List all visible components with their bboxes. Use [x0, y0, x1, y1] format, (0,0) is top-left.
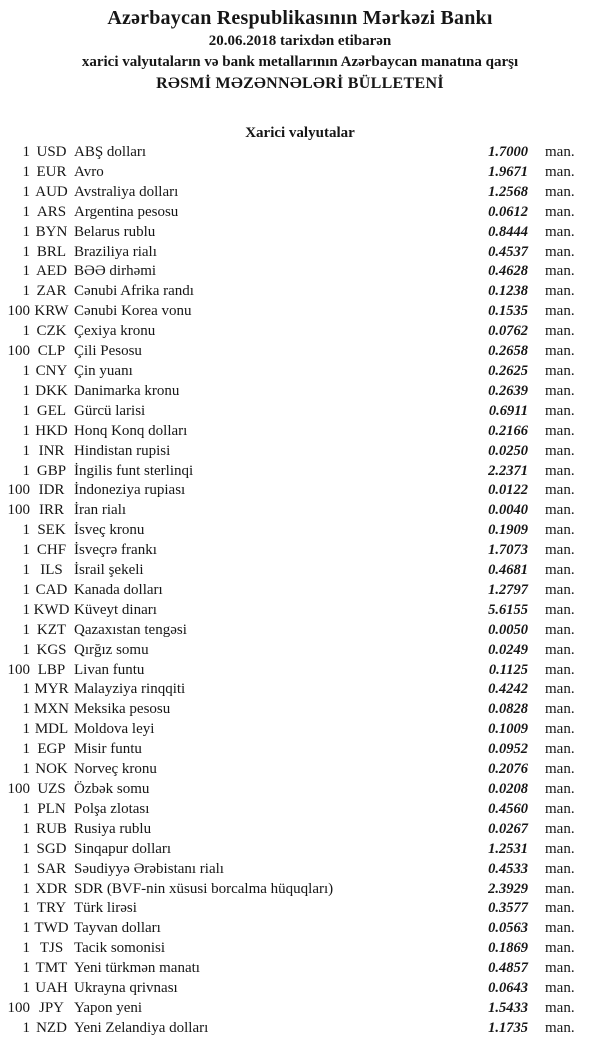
unit-cell: man. [545, 781, 575, 797]
unit-cell: man. [545, 621, 575, 638]
quantity-cell: 1 [22, 581, 30, 598]
rate-row [0, 979, 600, 999]
currency-code-cell: NOK [35, 761, 68, 778]
rate-row [0, 899, 600, 919]
rate-value-cell: 0.2625 [488, 362, 528, 379]
unit-cell: man. [545, 522, 575, 539]
rate-row [0, 382, 600, 402]
rate-row [0, 541, 600, 561]
quantity-cell: 1 [22, 323, 30, 340]
unit-cell: man. [545, 601, 575, 618]
rate-value-cell: 0.2166 [488, 422, 528, 439]
quantity-cell: 1 [22, 263, 30, 280]
unit-cell: man. [545, 681, 575, 698]
rate-row [0, 641, 600, 661]
unit-cell: man. [545, 422, 575, 439]
rate-value-cell: 0.4533 [488, 860, 528, 877]
rate-value-cell: 0.1125 [488, 661, 528, 678]
rate-value-cell: 0.0612 [488, 203, 528, 220]
rate-row [0, 402, 600, 422]
currency-name-cell: Çin yuanı [74, 362, 133, 379]
currency-code-cell: TWD [34, 920, 69, 937]
rate-row [0, 939, 600, 959]
rate-value-cell: 0.0828 [488, 701, 528, 718]
rate-row [0, 462, 600, 482]
currency-name-cell: Səudiyyə Ərəbistanı rialı [74, 860, 224, 877]
rate-row [0, 561, 600, 581]
currency-name-cell: Gürcü larisi [74, 402, 146, 419]
bank-name-title: Azərbaycan Respublikasının Mərkəzi Bankı [107, 7, 493, 29]
rate-row [0, 621, 600, 641]
unit-cell: man. [545, 343, 575, 360]
currency-code-cell: ARS [36, 203, 67, 220]
quantity-cell: 1 [22, 243, 30, 260]
rate-value-cell: 0.0563 [488, 920, 528, 937]
unit-cell: man. [545, 183, 575, 200]
rate-row [0, 163, 600, 183]
quantity-cell: 100 [7, 781, 30, 797]
currency-name-cell: Misir funtu [74, 741, 142, 758]
rate-value-cell: 0.0040 [488, 502, 528, 519]
unit-cell: man. [545, 502, 575, 519]
quantity-cell: 1 [22, 562, 30, 579]
currency-name-cell: ABŞ dolları [74, 144, 147, 160]
currency-name-cell: Küveyt dinarı [74, 601, 157, 618]
effective-date-line: 20.06.2018 tarixdən etibarən [208, 33, 392, 49]
unit-cell: man. [545, 323, 575, 340]
rate-value-cell: 0.0122 [488, 482, 528, 499]
currency-name-cell: Sinqapur dolları [74, 840, 172, 857]
rate-row [0, 223, 600, 243]
quantity-cell: 1 [22, 621, 30, 638]
currency-name-cell: Hindistan rupisi [74, 442, 171, 459]
currency-name-cell: Braziliya rialı [74, 243, 157, 260]
rate-value-cell: 0.1909 [488, 522, 528, 539]
currency-name-cell: İsveçrə frankı [74, 542, 157, 559]
currency-code-cell: USD [36, 144, 67, 160]
currency-code-cell: CAD [35, 581, 68, 598]
rate-value-cell: 0.4681 [488, 562, 528, 579]
quantity-cell: 1 [22, 203, 30, 220]
currency-name-cell: Argentina pesosu [74, 203, 179, 220]
unit-cell: man. [545, 263, 575, 280]
rate-value-cell: 0.8444 [488, 223, 528, 240]
rate-row [0, 601, 600, 621]
rate-value-cell: 0.1238 [488, 283, 528, 300]
currency-code-cell: NZD [36, 1019, 67, 1036]
currency-name-cell: Qazaxıstan tengəsi [74, 621, 187, 638]
quantity-cell: 1 [22, 283, 30, 300]
unit-cell: man. [545, 482, 575, 499]
quantity-cell: 1 [22, 402, 30, 419]
rate-row [0, 840, 600, 860]
quantity-cell: 1 [22, 920, 30, 937]
rate-row [0, 183, 600, 203]
subject-line: xarici valyutaların və bank metallarının Azərbaycan manatına qarşı [81, 54, 519, 70]
currency-code-cell: RUB [36, 820, 67, 837]
rate-value-cell: 0.0208 [488, 781, 528, 797]
currency-code-cell: GBP [36, 462, 67, 479]
quantity-cell: 100 [7, 999, 30, 1016]
currency-name-cell: İsveç kronu [74, 522, 145, 539]
unit-cell: man. [545, 940, 575, 957]
quantity-cell: 1 [22, 462, 30, 479]
currency-code-cell: KGS [36, 641, 67, 658]
rate-row [0, 780, 600, 800]
quantity-cell: 1 [22, 522, 30, 539]
currency-code-cell: IDR [38, 482, 65, 499]
rate-value-cell: 0.4628 [488, 263, 528, 280]
quantity-cell: 1 [22, 442, 30, 459]
currency-name-cell: Polşa zlotası [74, 800, 150, 817]
unit-cell: man. [545, 999, 575, 1016]
rate-value-cell: 1.2797 [488, 581, 528, 598]
rate-value-cell: 0.4857 [488, 960, 528, 977]
unit-cell: man. [545, 960, 575, 977]
currency-code-cell: TJS [39, 940, 64, 957]
rate-value-cell: 0.0267 [488, 820, 528, 837]
currency-name-cell: Moldova leyi [74, 721, 155, 738]
unit-cell: man. [545, 144, 575, 160]
rate-value-cell: 1.5433 [488, 999, 528, 1016]
currency-code-cell: CNY [35, 362, 68, 379]
unit-cell: man. [545, 860, 575, 877]
currency-name-cell: Çexiya kronu [74, 323, 156, 340]
quantity-cell: 1 [22, 820, 30, 837]
currency-code-cell: TMT [35, 960, 68, 977]
quantity-cell: 1 [22, 880, 30, 897]
quantity-cell: 1 [22, 183, 30, 200]
currency-name-cell: Meksika pesosu [74, 701, 171, 718]
quantity-cell: 1 [22, 382, 30, 399]
currency-code-cell: SGD [36, 840, 67, 857]
rate-row [0, 1019, 600, 1039]
currency-code-cell: GEL [36, 402, 67, 419]
rate-row [0, 680, 600, 700]
rate-value-cell: 5.6155 [488, 601, 528, 618]
currency-name-cell: Avstraliya dolları [74, 183, 179, 200]
rate-row [0, 262, 600, 282]
rate-row [0, 521, 600, 541]
rate-row [0, 362, 600, 382]
quantity-cell: 1 [22, 940, 30, 957]
rate-value-cell: 0.0952 [488, 741, 528, 758]
currency-name-cell: İndoneziya rupiası [74, 482, 186, 499]
currency-name-cell: Belarus rublu [74, 223, 156, 240]
unit-cell: man. [545, 761, 575, 778]
currency-code-cell: ILS [40, 562, 63, 579]
unit-cell: man. [545, 721, 575, 738]
rate-value-cell: 1.7073 [488, 542, 528, 559]
currency-name-cell: Kanada dolları [74, 581, 163, 598]
unit-cell: man. [545, 1019, 575, 1036]
rate-row [0, 959, 600, 979]
rate-value-cell: 0.2658 [488, 343, 528, 360]
rate-row [0, 581, 600, 601]
rate-row [0, 481, 600, 501]
currency-name-cell: Avro [74, 163, 104, 180]
currency-code-cell: EUR [36, 163, 67, 180]
rates-table [0, 143, 600, 1039]
unit-cell: man. [545, 402, 575, 419]
currency-code-cell: EGP [37, 741, 66, 758]
rate-row [0, 880, 600, 900]
document-header [0, 0, 600, 95]
currency-code-cell: MXN [33, 701, 69, 718]
currency-name-cell: Cənubi Afrika randı [74, 283, 194, 300]
currency-name-cell: Rusiya rublu [74, 820, 152, 837]
rate-value-cell: 1.2531 [488, 840, 528, 857]
rate-row [0, 999, 600, 1019]
quantity-cell: 1 [22, 860, 30, 877]
quantity-cell: 1 [22, 681, 30, 698]
currency-code-cell: CZK [36, 323, 67, 340]
rate-value-cell: 2.2371 [488, 462, 528, 479]
currency-code-cell: PLN [37, 800, 66, 817]
currency-name-cell: Malayziya rinqqiti [74, 681, 186, 698]
unit-cell: man. [545, 243, 575, 260]
currency-name-cell: Danimarka kronu [74, 382, 180, 399]
currency-code-cell: HKD [35, 422, 68, 439]
unit-cell: man. [545, 641, 575, 658]
quantity-cell: 1 [22, 761, 30, 778]
unit-cell: man. [545, 163, 575, 180]
rate-row [0, 243, 600, 263]
currency-code-cell: TRY [36, 900, 67, 917]
currency-code-cell: ZAR [36, 283, 67, 300]
currency-name-cell: Ukrayna qrivnası [74, 980, 178, 997]
currency-code-cell: UZS [37, 781, 66, 797]
rate-value-cell: 0.1009 [488, 721, 528, 738]
currency-name-cell: Yapon yeni [74, 999, 143, 1016]
rate-value-cell: 1.2568 [488, 183, 528, 200]
bulletin-title: RƏSMİ MƏZƏNNƏLƏRİ BÜLLETENİ [156, 75, 444, 92]
quantity-cell: 1 [22, 840, 30, 857]
quantity-cell: 1 [22, 163, 30, 180]
unit-cell: man. [545, 362, 575, 379]
currency-code-cell: KZT [36, 621, 67, 638]
currency-code-cell: IRR [38, 502, 64, 519]
currency-name-cell: Cənubi Korea vonu [74, 303, 192, 320]
quantity-cell: 1 [22, 641, 30, 658]
unit-cell: man. [545, 661, 575, 678]
rate-row [0, 820, 600, 840]
currency-code-cell: JPY [38, 999, 64, 1016]
currency-name-cell: Tacik somonisi [74, 940, 166, 957]
currency-name-cell: SDR (BVF-nin xüsusi borcalma hüquqları) [74, 880, 334, 897]
unit-cell: man. [545, 223, 575, 240]
quantity-cell: 1 [22, 741, 30, 758]
unit-cell: man. [545, 581, 575, 598]
rate-value-cell: 0.0249 [488, 641, 528, 658]
rate-value-cell: 0.6911 [488, 402, 528, 419]
currency-code-cell: MYR [34, 681, 69, 698]
currency-code-cell: LBP [37, 661, 66, 678]
rate-value-cell: 0.0762 [488, 323, 528, 340]
currency-code-cell: KWD [33, 601, 70, 618]
quantity-cell: 1 [22, 1019, 30, 1036]
currency-code-cell: XDR [35, 880, 68, 897]
quantity-cell: 1 [22, 144, 30, 160]
currency-name-cell: Yeni türkmən manatı [74, 960, 200, 977]
currency-name-cell: Özbək somu [74, 781, 150, 797]
currency-name-cell: Çili Pesosu [74, 343, 142, 360]
currency-code-cell: UAH [35, 980, 68, 997]
rate-value-cell: 0.0250 [488, 442, 528, 459]
rate-row [0, 143, 600, 163]
rate-row [0, 302, 600, 322]
unit-cell: man. [545, 880, 575, 897]
unit-cell: man. [545, 462, 575, 479]
quantity-cell: 1 [22, 223, 30, 240]
rate-row [0, 860, 600, 880]
currency-name-cell: Tayvan dolları [74, 920, 161, 937]
rate-row [0, 322, 600, 342]
unit-cell: man. [545, 840, 575, 857]
rate-row [0, 203, 600, 223]
unit-cell: man. [545, 303, 575, 320]
quantity-cell: 100 [7, 661, 30, 678]
quantity-cell: 100 [7, 303, 30, 320]
rate-row [0, 501, 600, 521]
rate-value-cell: 0.4242 [488, 681, 528, 698]
currency-name-cell: Honq Konq dolları [74, 422, 188, 439]
unit-cell: man. [545, 562, 575, 579]
unit-cell: man. [545, 382, 575, 399]
rate-value-cell: 1.7000 [488, 144, 528, 160]
quantity-cell: 1 [22, 980, 30, 997]
rate-row [0, 282, 600, 302]
quantity-cell: 1 [22, 601, 30, 618]
rate-row [0, 422, 600, 442]
unit-cell: man. [545, 542, 575, 559]
quantity-cell: 100 [7, 502, 30, 519]
currency-code-cell: BRL [36, 243, 67, 260]
currency-name-cell: Norveç kronu [74, 761, 157, 778]
currency-code-cell: INR [38, 442, 65, 459]
unit-cell: man. [545, 442, 575, 459]
currency-name-cell: İngilis funt sterlinqi [74, 462, 194, 479]
currency-name-cell: Yeni Zelandiya dolları [74, 1019, 209, 1036]
rate-row [0, 700, 600, 720]
currency-name-cell: Türk lirəsi [74, 900, 137, 917]
currency-code-cell: BYN [35, 223, 68, 240]
rate-value-cell: 0.3577 [488, 900, 528, 917]
rate-row [0, 740, 600, 760]
unit-cell: man. [545, 900, 575, 917]
unit-cell: man. [545, 203, 575, 220]
currency-name-cell: İsrail şekeli [74, 562, 144, 579]
currency-name-cell: İran rialı [74, 502, 127, 519]
rate-value-cell: 0.1535 [488, 303, 528, 320]
currency-code-cell: AED [36, 263, 67, 280]
rate-value-cell: 2.3929 [488, 880, 528, 897]
rate-value-cell: 0.1869 [488, 940, 528, 957]
quantity-cell: 1 [22, 900, 30, 917]
rate-row [0, 760, 600, 780]
quantity-cell: 1 [22, 960, 30, 977]
rate-value-cell: 0.2076 [488, 761, 528, 778]
quantity-cell: 100 [7, 343, 30, 360]
quantity-cell: 1 [22, 542, 30, 559]
rate-value-cell: 0.2639 [488, 382, 528, 399]
rate-value-cell: 0.4537 [488, 243, 528, 260]
unit-cell: man. [545, 283, 575, 300]
currency-name-cell: Livan funtu [74, 661, 145, 678]
rate-value-cell: 1.1735 [488, 1019, 528, 1036]
rate-value-cell: 1.9671 [488, 163, 528, 180]
currency-code-cell: CLP [37, 343, 66, 360]
rate-row [0, 661, 600, 681]
unit-cell: man. [545, 920, 575, 937]
currency-code-cell: DKK [35, 382, 68, 399]
quantity-cell: 1 [22, 422, 30, 439]
rate-value-cell: 0.0050 [488, 621, 528, 638]
quantity-cell: 100 [7, 482, 30, 499]
currency-code-cell: SAR [36, 860, 67, 877]
currency-code-cell: MDL [34, 721, 69, 738]
currency-code-cell: CHF [36, 542, 67, 559]
currency-name-cell: BƏƏ dirhəmi [74, 263, 157, 280]
currency-name-cell: Qırğız somu [74, 641, 149, 658]
rate-row [0, 919, 600, 939]
currency-code-cell: AUD [35, 183, 68, 200]
unit-cell: man. [545, 820, 575, 837]
quantity-cell: 1 [22, 362, 30, 379]
currency-code-cell: SEK [37, 522, 66, 539]
section-title-foreign-currencies: Xarici valyutalar [245, 125, 355, 141]
quantity-cell: 1 [22, 721, 30, 738]
currency-code-cell: KRW [34, 303, 69, 320]
rate-value-cell: 0.0643 [488, 980, 528, 997]
quantity-cell: 1 [22, 800, 30, 817]
rate-row [0, 442, 600, 462]
rate-row [0, 800, 600, 820]
rate-value-cell: 0.4560 [488, 800, 528, 817]
unit-cell: man. [545, 741, 575, 758]
unit-cell: man. [545, 980, 575, 997]
unit-cell: man. [545, 701, 575, 718]
unit-cell: man. [545, 800, 575, 817]
rate-row [0, 720, 600, 740]
rate-row [0, 342, 600, 362]
quantity-cell: 1 [22, 701, 30, 718]
